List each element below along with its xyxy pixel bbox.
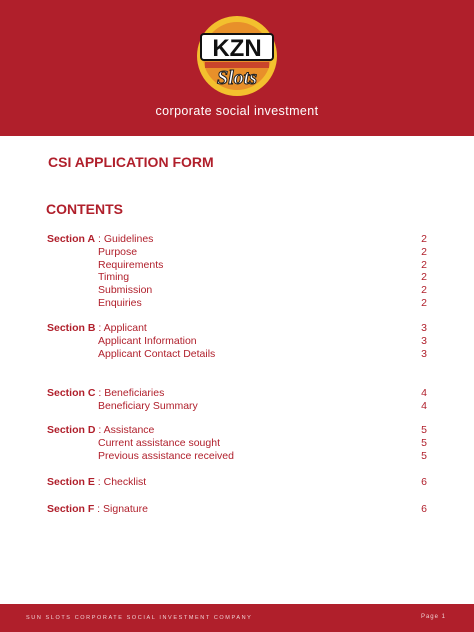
toc-separator: : <box>95 322 104 334</box>
toc-section-title: Signature <box>103 503 148 515</box>
page-title: CSI APPLICATION FORM <box>48 154 214 170</box>
toc-item-row <box>47 450 427 463</box>
toc-item-text: Timing <box>98 271 130 284</box>
footer-bar <box>0 604 474 632</box>
toc-page-number: 4 <box>421 399 427 412</box>
toc-section-title: Guidelines <box>103 233 154 245</box>
toc-page-number: 3 <box>421 334 427 347</box>
toc-separator: : <box>95 387 105 399</box>
toc-section-row <box>47 476 427 489</box>
toc-page-number: 5 <box>421 424 427 436</box>
toc-item-text: Enquiries <box>98 297 142 309</box>
toc-page-number: 3 <box>421 322 427 334</box>
toc-item-row <box>47 284 427 297</box>
toc-page-number: 3 <box>421 347 427 360</box>
toc-separator: : <box>95 233 104 245</box>
toc-page-number: 2 <box>421 297 427 309</box>
toc-section-label: Section D <box>47 424 96 436</box>
toc-item-text: Applicant Information <box>98 334 197 347</box>
footer-page-number: Page 1 <box>420 614 446 620</box>
toc-section-title: Assistance <box>103 424 155 436</box>
toc-item-row <box>47 335 427 348</box>
header-banner <box>0 0 474 136</box>
toc-section-label: Section F <box>47 503 95 515</box>
toc-page-number: 6 <box>421 503 427 515</box>
toc-separator: : <box>94 476 104 488</box>
toc-page-number: 2 <box>421 284 427 297</box>
toc-item-text: Requirements <box>98 258 164 271</box>
toc-item-row <box>47 348 427 361</box>
toc-section-label: Section E <box>47 476 95 488</box>
tagline: corporate social investment <box>155 104 319 118</box>
toc-section-row <box>47 503 427 516</box>
toc-section-label: Section C <box>47 387 96 399</box>
toc-item-text: Beneficiary Summary <box>98 399 198 412</box>
toc-item-row <box>47 437 427 450</box>
toc-section-title: Applicant <box>103 322 147 334</box>
toc-item-text: Current assistance sought <box>98 436 220 449</box>
toc-item-row <box>47 271 427 284</box>
toc-item-text: Submission <box>98 284 153 297</box>
toc-page-number: 4 <box>421 387 427 399</box>
toc-page-number: 2 <box>421 258 427 271</box>
kzn-slots-logo <box>185 14 289 102</box>
toc-page-number: 2 <box>421 233 427 245</box>
toc-item-text: Applicant Contact Details <box>98 347 216 360</box>
toc-separator: : <box>94 503 104 515</box>
toc-page-number: 2 <box>421 271 427 284</box>
logo-subtext: Slots <box>216 67 258 89</box>
contents-heading: CONTENTS <box>46 201 123 217</box>
toc-item-text: Previous assistance received <box>98 449 234 462</box>
toc-item-row <box>47 246 427 259</box>
toc-section-title: Checklist <box>103 476 147 488</box>
toc-page-number: 5 <box>421 436 427 449</box>
toc-section-label: Section A <box>47 233 96 245</box>
toc-section-title: Beneficiaries <box>104 387 165 399</box>
footer-company: SUN SLOTS CORPORATE SOCIAL INVESTMENT COMPANY <box>26 615 253 621</box>
toc-section-row <box>47 424 427 437</box>
toc-page-number: 5 <box>421 449 427 462</box>
toc-page-number: 2 <box>421 245 427 258</box>
toc-page-number: 6 <box>421 476 427 488</box>
toc-section-label: Section B <box>47 322 96 334</box>
toc-item-row <box>47 400 427 413</box>
toc-item-row <box>47 259 427 272</box>
toc-separator: : <box>95 424 104 436</box>
toc-section-row <box>47 387 427 400</box>
toc-item-row <box>47 297 427 310</box>
logo-text: KZN <box>212 35 262 62</box>
toc-item-text: Purpose <box>98 245 138 258</box>
toc-section-row <box>47 322 427 335</box>
toc-section-row <box>47 233 427 246</box>
